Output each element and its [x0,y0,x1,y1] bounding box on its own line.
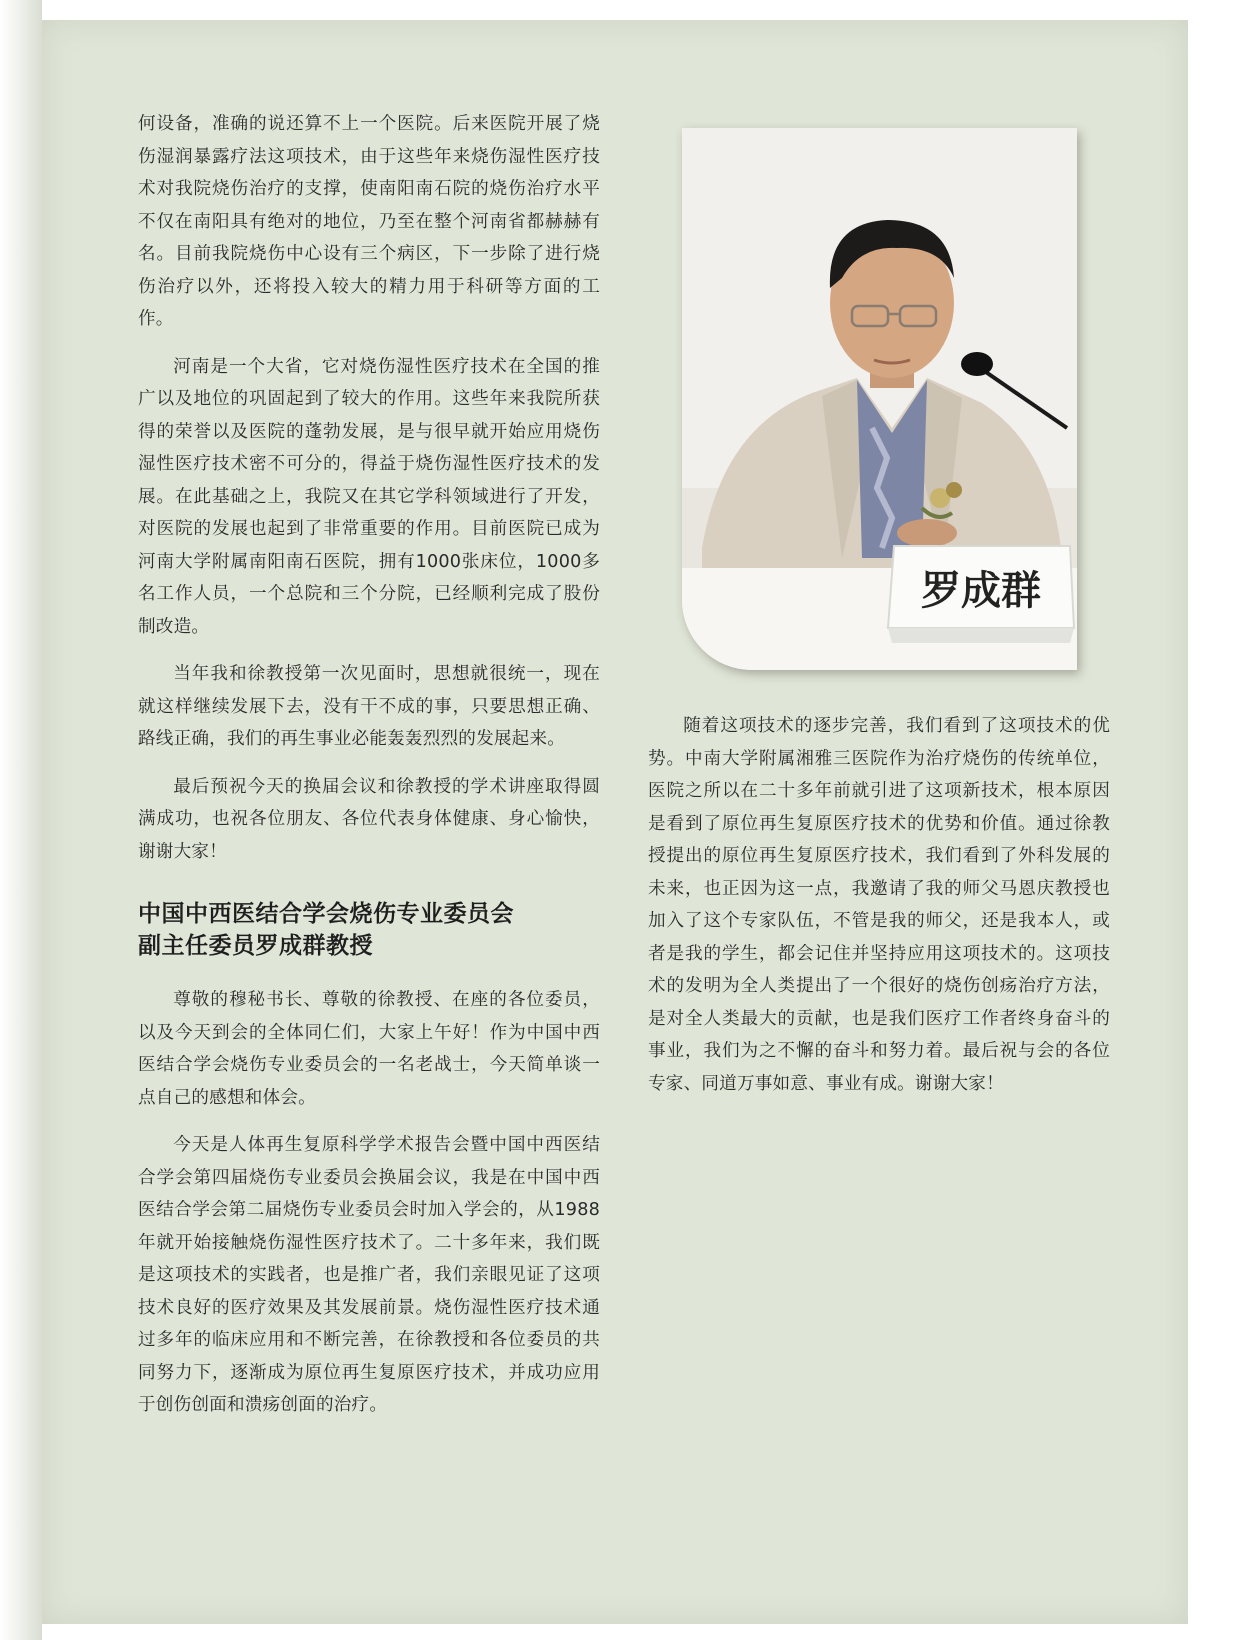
nameplate-text: 罗成群 [921,568,1041,614]
speaker-photo [682,128,1077,670]
paragraph: 尊敬的穆秘书长、尊敬的徐教授、在座的各位委员，以及今天到会的全体同仁们，大家上午好！作为中国中西医结合学会烧伤专业委员会的一名老战士，今天简单谈一点自己的感想和体会。 [138,990,600,1108]
left-column [138,108,600,1437]
section-title-line: 中国中西医结合学会烧伤专业委员会 [138,901,514,927]
paragraph: 最后预祝今天的换届会议和徐教授的学术讲座取得圆满成功，也祝各位朋友、各位代表身体健康、身心愉快，谢谢大家！ [138,776,600,862]
paragraph: 河南是一个大省，它对烧伤湿性医疗技术在全国的推广以及地位的巩固起到了较大的作用。这些年来我院所获得的荣誉以及医院的蓬勃发展，是与很早就开始应用烧伤湿性医疗技术密不可分的，得益于烧伤湿性医疗技术的发展。在此基础之上，我院又在其它学科领域进行了开发，对医院的发展也起到了非常重要的作用。目前医院已成为河南大学附属南阳南石医院，拥有1000张床位，1000多名工作人员，一个总院和三个分院，已经顺利完成了股份制改造。 [138,356,600,637]
section-title-line: 副主任委员罗成群教授 [138,933,373,959]
paragraph: 今天是人体再生复原科学学术报告会暨中国中西医结合学会第四届烧伤专业委员会换届会议，我是在中国中西医结合学会第二届烧伤专业委员会时加入学会的，从1988年就开始接触烧伤湿性医疗技术了。二十多年来，我们既是这项技术的实践者，也是推广者，我们亲眼见证了这项技术良好的医疗效果及其发展前景。烧伤湿性医疗技术通过多年的临床应用和不断完善，在徐教授和各位委员的共同努力下，逐渐成为原位再生复原医疗技术，并成功应用于创伤创面和溃疡创面的治疗。 [138,1135,600,1415]
paragraph: 当年我和徐教授第一次见面时，思想就很统一，现在就这样继续发展下去，没有干不成的事，只要思想正确、路线正确，我们的再生事业必能轰轰烈烈的发展起来。 [138,664,600,749]
right-column [648,710,1110,1115]
speaker-photo-illustration [682,128,1077,670]
scan-edge-shadow [0,0,42,1640]
section-title [138,898,600,962]
paragraph: 何设备，准确的说还算不上一个医院。后来医院开展了烧伤湿润暴露疗法这项技术，由于这些年来烧伤湿性医疗技术对我院烧伤治疗的支撑，使南阳南石院的烧伤治疗水平不仅在南阳具有绝对的地位，乃至在整个河南省都赫赫有名。目前我院烧伤中心设有三个病区，下一步除了进行烧伤治疗以外，还将投入较大的精力用于科研等方面的工作。 [138,114,600,329]
paragraph: 随着这项技术的逐步完善，我们看到了这项技术的优势。中南大学附属湘雅三医院作为治疗烧伤的传统单位，医院之所以在二十多年前就引进了这项新技术，根本原因是看到了原位再生复原医疗技术的优势和价值。通过徐教授提出的原位再生复原医疗技术，我们看到了外科发展的未来，也正因为这一点，我邀请了我的师父马恩庆教授也加入了这个专家队伍，不管是我的师父，还是我本人，或者是我的学生，都会记住并坚持应用这项技术的。这项技术的发明为全人类提出了一个很好的烧伤创疡治疗方法，是对全人类最大的贡献，也是我们医疗工作者终身奋斗的事业，我们为之不懈的奋斗和努力着。最后祝与会的各位专家、同道万事如意、事业有成。谢谢大家！ [648,716,1110,1094]
